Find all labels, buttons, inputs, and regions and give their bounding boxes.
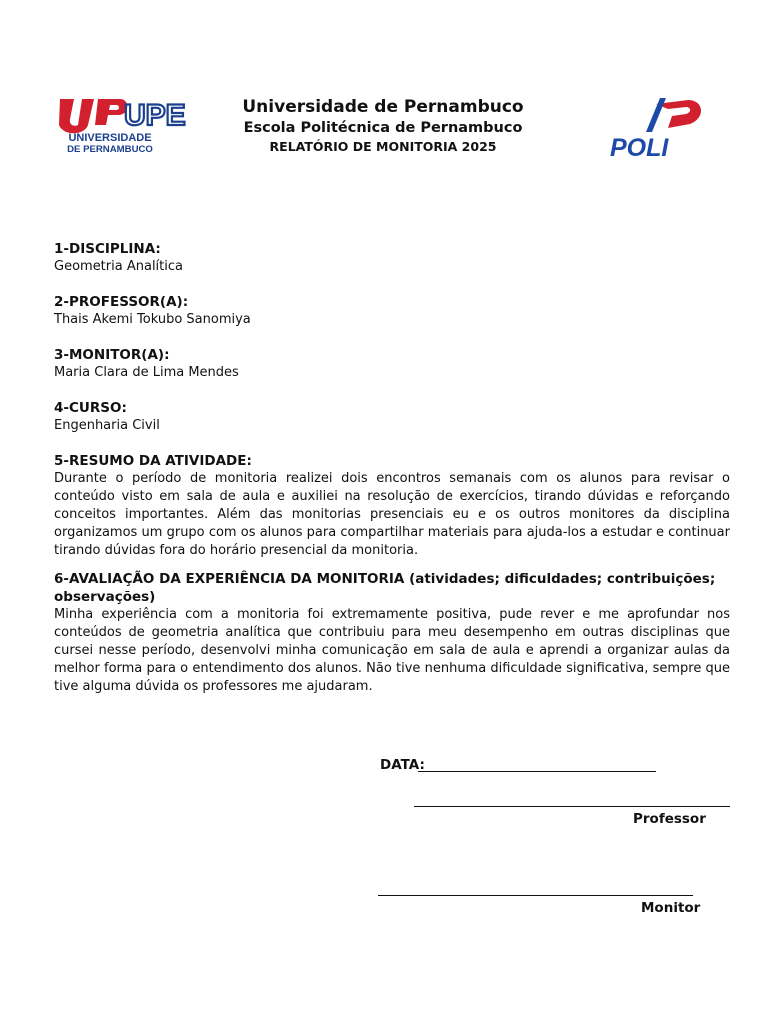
- upe-logo-line1: UNIVERSIDADE: [68, 132, 152, 144]
- disciplina-label: 1-DISCIPLINA:: [54, 241, 161, 257]
- document-header: [0, 90, 768, 170]
- curso-value: Engenharia Civil: [54, 418, 160, 433]
- university-name: Universidade de Pernambuco: [242, 97, 524, 117]
- monitor-label: 3-MONITOR(A):: [54, 347, 170, 363]
- monitor-value: Maria Clara de Lima Mendes: [54, 365, 239, 380]
- disciplina-value: Geometria Analítica: [54, 259, 183, 274]
- poli-logo-text: POLI: [610, 134, 669, 162]
- professor-value: Thais Akemi Tokubo Sanomiya: [54, 312, 251, 327]
- report-title: RELATÓRIO DE MONITORIA 2025: [269, 139, 497, 154]
- professor-signature-line: [414, 806, 730, 807]
- header-titles: [200, 96, 566, 155]
- curso-label: 4-CURSO:: [54, 400, 127, 416]
- monitor-signature-label: Monitor: [641, 900, 701, 916]
- school-name: Escola Politécnica de Pernambuco: [243, 120, 523, 136]
- upe-logo-line2: DE PERNAMBUCO: [67, 144, 153, 155]
- upe-logo-letters: UPE: [124, 99, 186, 132]
- date-label: DATA:: [380, 757, 425, 773]
- avaliacao-label: 6-AVALIAÇÃO DA EXPERIÊNCIA DA MONITORIA (atividades; dificuldades; contribuições; observações): [54, 571, 716, 605]
- poli-logo: [606, 94, 706, 162]
- report-body: [54, 240, 730, 696]
- date-underline: [418, 771, 656, 772]
- avaliacao-text: Minha experiência com a monitoria foi extremamente positiva, pude rever e me aprofundar nos conteúdos de geometria analítica que contribuiu para meu desempenho em outras disciplinas que cursei nesse período, desenvolvi minha comunicação em sala de aula e aprendi a organizar aulas da melhor forma para o entendimento dos alunos. Não tive nenhuma dificuldade significativa, sempre que tive alguma dúvida os professores me ajudaram.: [54, 607, 730, 694]
- professor-label: 2-PROFESSOR(A):: [54, 294, 189, 310]
- monitor-signature-line: [378, 895, 693, 896]
- professor-signature-label: Professor: [633, 811, 706, 827]
- upe-logo: [54, 95, 186, 155]
- resumo-text: Durante o período de monitoria realizei dois encontros semanais com os alunos para revisar o conteúdo visto em sala de aula e auxiliei na resolução de exercícios, tirando dúvidas e reforçando conceitos importantes. Além das monitorias presenciais eu e os outros monitores da disciplina organizamos um grupo com os alunos para compartilhar materiais para ajuda-los a estudar e continuar tirando dúvidas fora do horário presencial da monitoria.: [54, 471, 730, 558]
- resumo-label: 5-RESUMO DA ATIVIDADE:: [54, 453, 252, 469]
